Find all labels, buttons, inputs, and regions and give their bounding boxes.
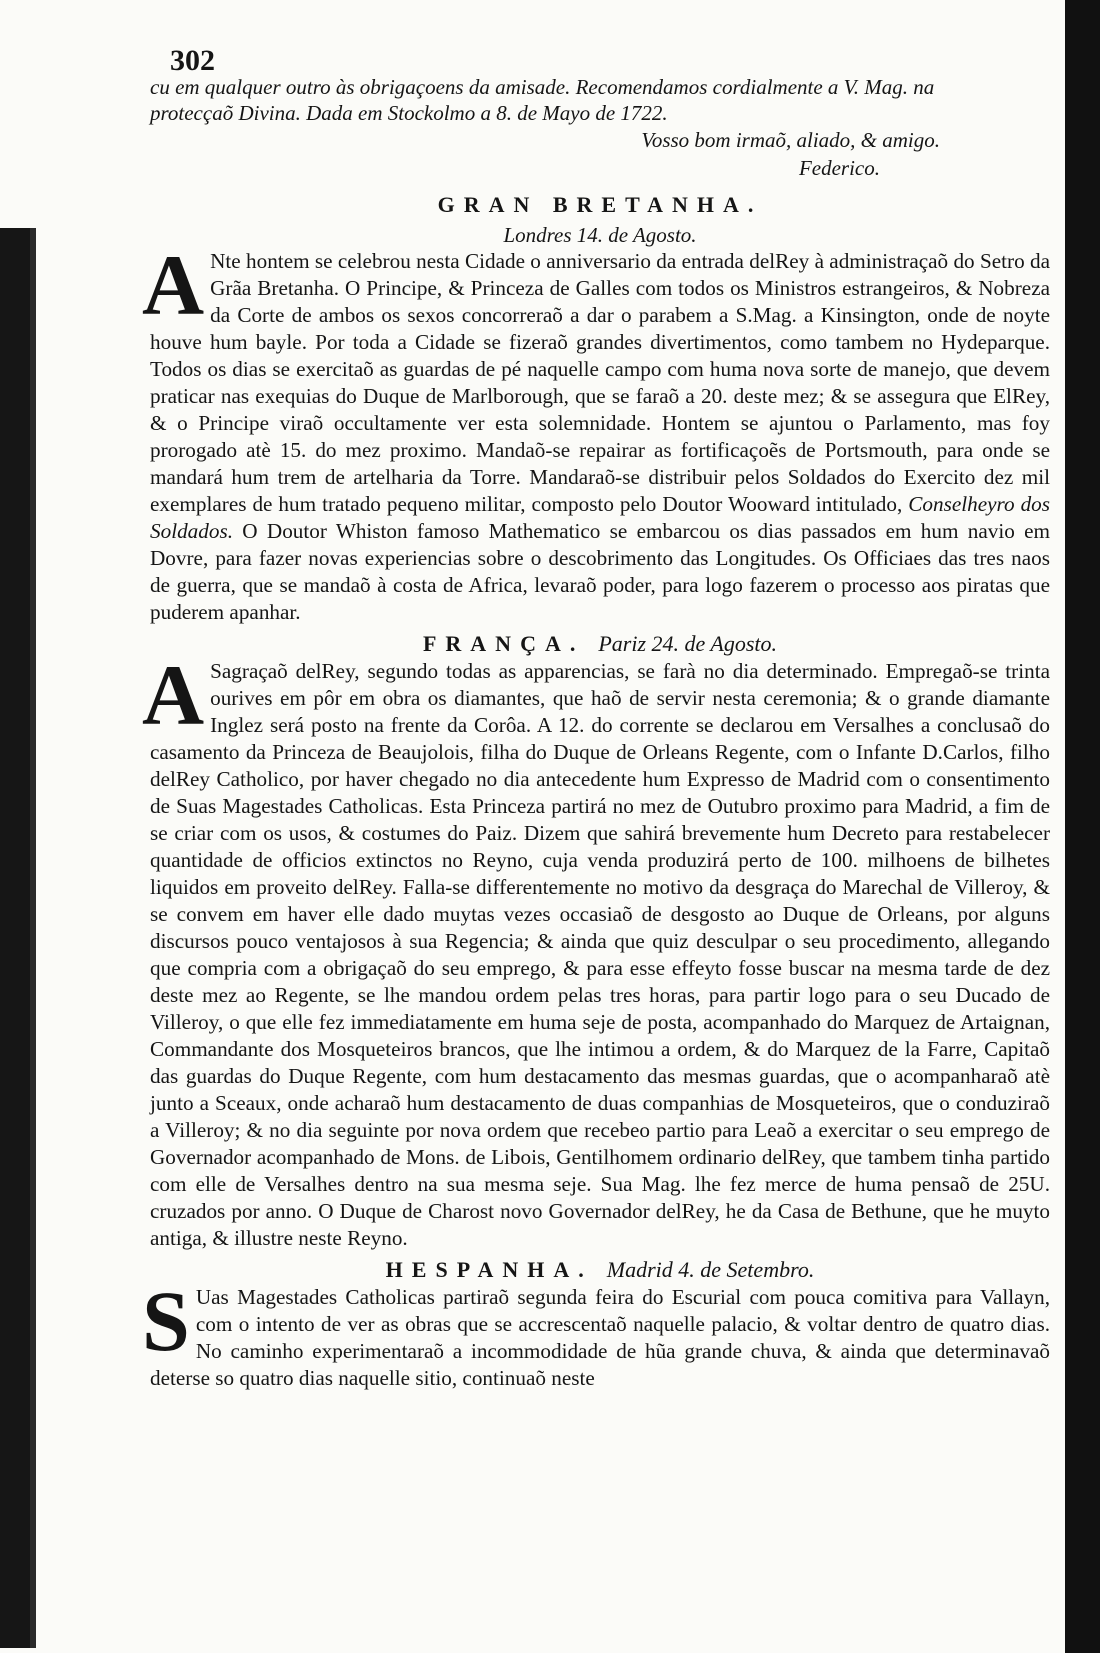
letter-signoff: Vosso bom irmaõ, aliado, & amigo. — [641, 128, 940, 152]
letter-tail-line-1: cu em qualquer outro às obrigaçoens da amisade. Recomendamos cordialmente a V. Mag. na — [150, 75, 935, 99]
article-gran-bretanha — [142, 237, 1050, 626]
section-header-hespanha — [150, 1256, 1050, 1284]
section-heading-gran-bretanha: GRAN BRETANHA. — [437, 192, 763, 217]
article-gran-bretanha-body-cont: O Doutor Whiston famoso Mathematico se embarcou os dias passados em hum navio em Dovre, para fazer novas experiencias sobre o descobrimento das Longitudes. Os Officiaes das tres naos de guerra, que se mandaõ à costa de Africa, levaraõ poder, para logo fazerem o processo aos piratas que puderem apanhar. — [150, 519, 1050, 624]
scan-binding-edge — [0, 228, 36, 1648]
article-hespanha-body: Uas Magestades Catholicas partiraõ segunda feira do Escurial com pouca comitiva para Vallayn, com o intento de ver as obras que se accrescentaõ naquelle palacio, & voltar dentro de quatro dias. No caminho experimentaraõ a incommodidade de hũa grande chuva, & ainda que determinavaõ deterse so quatro dias naquelle sitio, continuaõ neste — [150, 1285, 1050, 1390]
dateline-londres: Londres 14. de Agosto. — [503, 223, 697, 247]
book-title: Conselheyro dos Soldados. — [150, 492, 1050, 543]
dateline-madrid: Madrid 4. de Setembro. — [606, 1257, 815, 1282]
article-franca — [142, 647, 1050, 1252]
section-header-franca — [150, 630, 1050, 658]
section-heading-franca: FRANÇA. — [422, 631, 585, 656]
section-heading-hespanha: HESPANHA. — [385, 1257, 593, 1282]
dateline-pariz: Pariz 24. de Agosto. — [598, 631, 778, 656]
letter-signature: Federico. — [798, 156, 880, 180]
article-franca-body: Sagraçaõ delRey, segundo todas as apparencias, se farà no dia determinado. Empregaõ-se trinta ourives em pôr em obra os diamantes, que haõ de servir nesta ceremonia; & o grande diamante Inglez será posto na frente da Corôa. A 12. do corrente se declarou em Versalhes a conclusaõ do casamento da Princeza de Beaujolois, filha do Duque de Orleans Regente, com o Infante D.Carlos, filho delRey Catholico, por haver chegado no dia antecedente hum Expresso de Madrid com o consentimento de Suas Magestades Catholicas. Esta Princeza partirá no mez de Outubro proximo para Madrid, a fim de se criar com os usos, & costumes do Paiz. Dizem que sahirá brevemente hum Decreto para restabelecer quantidade de officios extinctos no Reyno, cuja venda produzirá perto de 100. milhoens de bilhetes liquidos em proveito delRey. Falla-se differentemente no motivo da desgraça do Marechal de Villeroy, & se convem em haver elle dado muytas vezes occasiaõ de desgosto ao Duque de Orleans, por alguns discursos pouco ventajosos à sua Regencia; & ainda que quiz desculpar o seu procedimento, allegando que compria com a obrigaçaõ do seu emprego, & para esse effeyto fosse buscar na mesma tarde de dez deste mez ao Regente, se lhe mandou ordem pelas tres horas, para partir logo para o seu Ducado de Villeroy, o que elle fez immediatamente em huma seje de posta, acompanhado do Marquez de Artaignan, Commandante dos Mosqueteiros brancos, que lhe intimou a ordem, & do Marquez de la Farre, Capitaõ das guardas do Duque Regente, com hum destacamento das mesmas guardas, que o acompanharaõ atè junto a Sceaux, onde acharaõ hum destacamento de duas companhias de Mosqueteiros, que o conduziraõ a Villeroy; & no dia seguinte por nova ordem que recebeo partio para Leaõ a exercitar o seu emprego de Governador acompanhado de Mons. de Libois, Gentilhomem ordinario delRey, que tambem tinha partido com elle de Versalhes dentro na sua mesma seje. Sua Mag. lhe fez merce de huma pensaõ de 25U. cruzados por anno. O Duque de Charost novo Governador delRey, he da Casa de Bethune, que he muyto antiga, & illustre neste Reyno. — [150, 659, 1050, 1250]
letter-tail-line-2: protecçaõ Divina. Dada em Stockolmo a 8. de Mayo de 1722. — [150, 101, 668, 125]
page-number: 302 — [170, 44, 215, 77]
article-gran-bretanha-body: Nte hontem se celebrou nesta Cidade o anniversario da entrada delRey à administraçaõ do Setro da Grãa Bretanha. O Principe, & Princeza de Galles com todos os Ministros estrangeiros, & Nobreza da Corte de ambos os sexos concorreraõ a dar o parabem a S.Mag. a Kinsington, onde de noyte houve hum bayle. Por toda a Cidade se fizeraõ grandes divertimentos, como tambem no Hydeparque. Todos os dias se exercitaõ as guardas de pé naquelle campo com huma nova sorte de manejo, que devem praticar nas exequias do Duque de Marlborough, que se faraõ a 20. deste mez; & se assegura que ElRey, & o Principe viraõ occultamente ver esta solemnidade. Hontem se ajuntou o Parlamento, mas foy prorogado atè 15. do mez proximo. Mandaõ-se repairar as fortificaçoẽs de Portsmouth, para onde se mandará hum trem de artelharia da Torre. Mandaraõ-se distribuir pelos Soldados do Exercito dez mil exemplares de hum tratado pequeno militar, composto pelo Doutor Wooward intitulado, — [150, 249, 1050, 516]
dropcap-a: A — [142, 647, 205, 743]
dropcap-s: S — [142, 1273, 190, 1369]
page-content — [142, 44, 1050, 1392]
article-hespanha — [142, 1273, 1050, 1392]
dropcap-a: A — [142, 237, 205, 333]
